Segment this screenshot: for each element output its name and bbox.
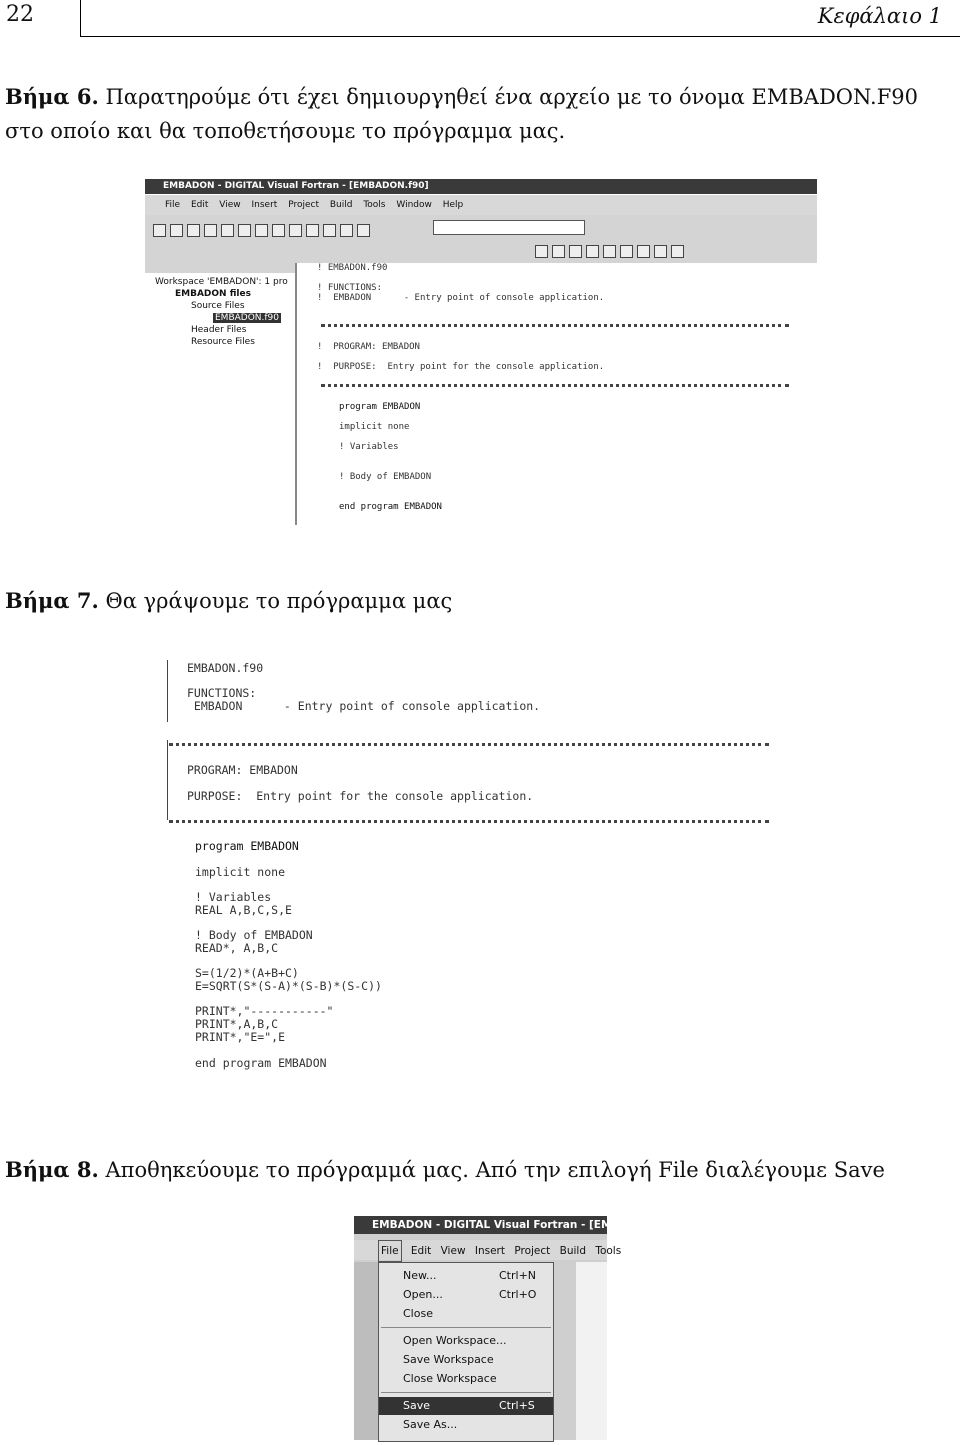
listing-line: EMBADON - Entry point of console application. (187, 699, 541, 713)
tree-workspace[interactable]: Workspace 'EMBADON': 1 pro (155, 277, 288, 287)
listing-divider (169, 820, 769, 823)
code-line: ! EMBADON.f90 (317, 263, 388, 273)
ide-screenshot (145, 179, 817, 525)
menu-separator (381, 1392, 551, 1393)
menu-file[interactable]: File (378, 1240, 402, 1262)
comment-bar (167, 660, 168, 722)
listing-line: PRINT*,"E=",E (195, 1030, 286, 1044)
menu-tools[interactable]: Tools (595, 1245, 622, 1257)
copy-icon[interactable] (238, 224, 251, 237)
program-listing (165, 660, 785, 1075)
code-line: program EMBADON (339, 402, 421, 412)
listing-line: S=(1/2)*(A+B+C) (195, 966, 299, 980)
menu-item-save-as[interactable]: Save As... (403, 1418, 458, 1431)
step8-text: Αποθηκεύουμε το πρόγραμμά μας. Από την επιλογή File διαλέγουμε Save (105, 1158, 885, 1182)
new-icon[interactable] (153, 224, 166, 237)
editor-edge (576, 1262, 607, 1440)
menu-item-close-workspace[interactable]: Close Workspace (403, 1372, 497, 1385)
step8-paragraph (5, 1153, 885, 1187)
listing-line: program EMBADON (195, 839, 299, 853)
listing-line: READ*, A,B,C (195, 941, 279, 955)
save-all-icon[interactable] (204, 224, 217, 237)
listing-line: E=SQRT(S*(S-A)*(S-B)*(S-C)) (195, 979, 382, 993)
ide-menu-bar (145, 195, 817, 215)
chapter-title: Κεφάλαιο 1 (817, 4, 942, 28)
tree-header-files[interactable]: Header Files (191, 325, 247, 335)
menu-build[interactable]: Build (329, 200, 353, 210)
menu-item-open[interactable]: Open... Ctrl+O (403, 1288, 537, 1301)
toolbar-row-1 (151, 220, 372, 239)
find-in-files-icon[interactable] (357, 224, 370, 237)
menu-insert[interactable]: Insert (474, 1245, 505, 1257)
execute-icon[interactable] (586, 245, 599, 258)
file-menu-dropdown (378, 1262, 554, 1442)
menu-edit[interactable]: Edit (190, 200, 209, 210)
ide2-title-bar: EMBADON - DIGITAL Visual Fortran - [EMB (354, 1216, 607, 1234)
comment-bar (167, 740, 168, 820)
menu-item-save[interactable]: Save Ctrl+S (379, 1397, 553, 1415)
file-tree (155, 277, 295, 377)
go-icon[interactable] (603, 245, 616, 258)
menu-help[interactable]: Help (442, 200, 464, 210)
step7-label: Βήμα 7. (5, 588, 99, 613)
step8-label: Βήμα 8. (5, 1157, 99, 1182)
listing-line: PRINT*,A,B,C (195, 1017, 279, 1031)
menu-item-save-workspace[interactable]: Save Workspace (403, 1353, 494, 1366)
wizard-icon[interactable] (637, 245, 650, 258)
listing-line: REAL A,B,C,S,E (195, 903, 292, 917)
step6-text-line1: Παρατηρούμε ότι έχει δημιουργηθεί ένα αρχείο με το όνομα EMBADON.F90 (105, 85, 919, 109)
output-icon[interactable] (323, 224, 336, 237)
listing-line: ! Variables (195, 890, 272, 904)
menu-tools[interactable]: Tools (363, 200, 386, 210)
windows-icon[interactable] (340, 224, 353, 237)
left-pane-edge (354, 1262, 378, 1440)
ide2-menu-bar (354, 1240, 622, 1260)
file-menu-screenshot (354, 1216, 622, 1440)
code-line: ! PROGRAM: EMBADON (317, 342, 420, 352)
editor-pane[interactable] (317, 263, 817, 525)
breakpoint-icon[interactable] (620, 245, 633, 258)
step7-text: Θα γράψουμε το πρόγραμμα μας (105, 589, 453, 613)
ide-title-bar: EMBADON - DIGITAL Visual Fortran - [EMBADON.f90] (145, 179, 817, 194)
open-icon[interactable] (170, 224, 183, 237)
listing-line: PROGRAM: EMBADON (187, 763, 298, 777)
step6-label: Βήμα 6. (5, 84, 99, 109)
comment-divider (321, 324, 789, 327)
menu-view[interactable]: View (219, 200, 241, 210)
stop-build-icon[interactable] (569, 245, 582, 258)
menu-project[interactable]: Project (514, 1245, 551, 1257)
tree-file-embadon[interactable]: EMBADON.f90 (215, 313, 280, 323)
step6-paragraph (5, 80, 918, 114)
menu-window[interactable]: Window (396, 200, 432, 210)
listing-line: end program EMBADON (195, 1056, 327, 1070)
code-line: end program EMBADON (339, 502, 442, 512)
toolbar-row-2 (533, 241, 686, 260)
listing-divider (169, 743, 769, 746)
code-line: ! EMBADON - Entry point of console application. (317, 293, 605, 303)
step7-paragraph (5, 584, 452, 618)
menu-item-open-workspace[interactable]: Open Workspace... (403, 1334, 507, 1347)
workspace-pane (145, 263, 297, 525)
header-rule-horizontal (80, 36, 960, 37)
class-view-icon[interactable] (654, 245, 667, 258)
menu-project[interactable]: Project (288, 200, 319, 210)
cut-icon[interactable] (221, 224, 234, 237)
step6-text-line2: στο οποίο και θα τοποθετήσουμε το πρόγραμμα μας. (5, 119, 566, 143)
code-line: implicit none (339, 422, 410, 432)
menu-item-close[interactable]: Close (403, 1307, 433, 1320)
menu-build[interactable]: Build (559, 1245, 586, 1257)
menu-view[interactable]: View (440, 1245, 466, 1257)
undo-icon[interactable] (272, 224, 285, 237)
properties-icon[interactable] (671, 245, 684, 258)
header-rule-vertical (80, 0, 81, 36)
tree-project[interactable]: EMBADON files (175, 289, 251, 299)
menu-insert[interactable]: Insert (251, 200, 278, 210)
listing-line: EMBADON.f90 (187, 661, 264, 675)
menu-item-new[interactable]: New... Ctrl+N (403, 1269, 537, 1282)
menu-edit[interactable]: Edit (410, 1245, 432, 1257)
build-icon[interactable] (552, 245, 565, 258)
comment-divider (321, 384, 789, 387)
code-line: ! Body of EMBADON (339, 472, 432, 482)
menu-separator (381, 1327, 551, 1328)
tree-resource-files[interactable]: Resource Files (191, 337, 255, 347)
ide-toolbar (145, 215, 817, 263)
code-line: ! Variables (339, 442, 399, 452)
workspace-icon[interactable] (306, 224, 319, 237)
listing-line: PURPOSE: Entry point for the console application. (187, 789, 534, 803)
code-line: ! PURPOSE: Entry point for the console application. (317, 362, 605, 372)
find-combo[interactable] (433, 220, 585, 235)
page-number: 22 (6, 2, 34, 27)
workspace-pane-caption (145, 263, 295, 273)
code-line: ! FUNCTIONS: (317, 283, 383, 293)
listing-line: implicit none (195, 865, 286, 879)
compile-icon[interactable] (535, 245, 548, 258)
listing-line: FUNCTIONS: (187, 686, 257, 700)
save-icon[interactable] (187, 224, 200, 237)
listing-line: ! Body of EMBADON (195, 928, 313, 942)
menu-file[interactable]: File (165, 200, 181, 210)
paste-icon[interactable] (255, 224, 268, 237)
redo-icon[interactable] (289, 224, 302, 237)
listing-line: PRINT*,"-----------" (195, 1004, 334, 1018)
tree-source-files[interactable]: Source Files (191, 301, 245, 311)
